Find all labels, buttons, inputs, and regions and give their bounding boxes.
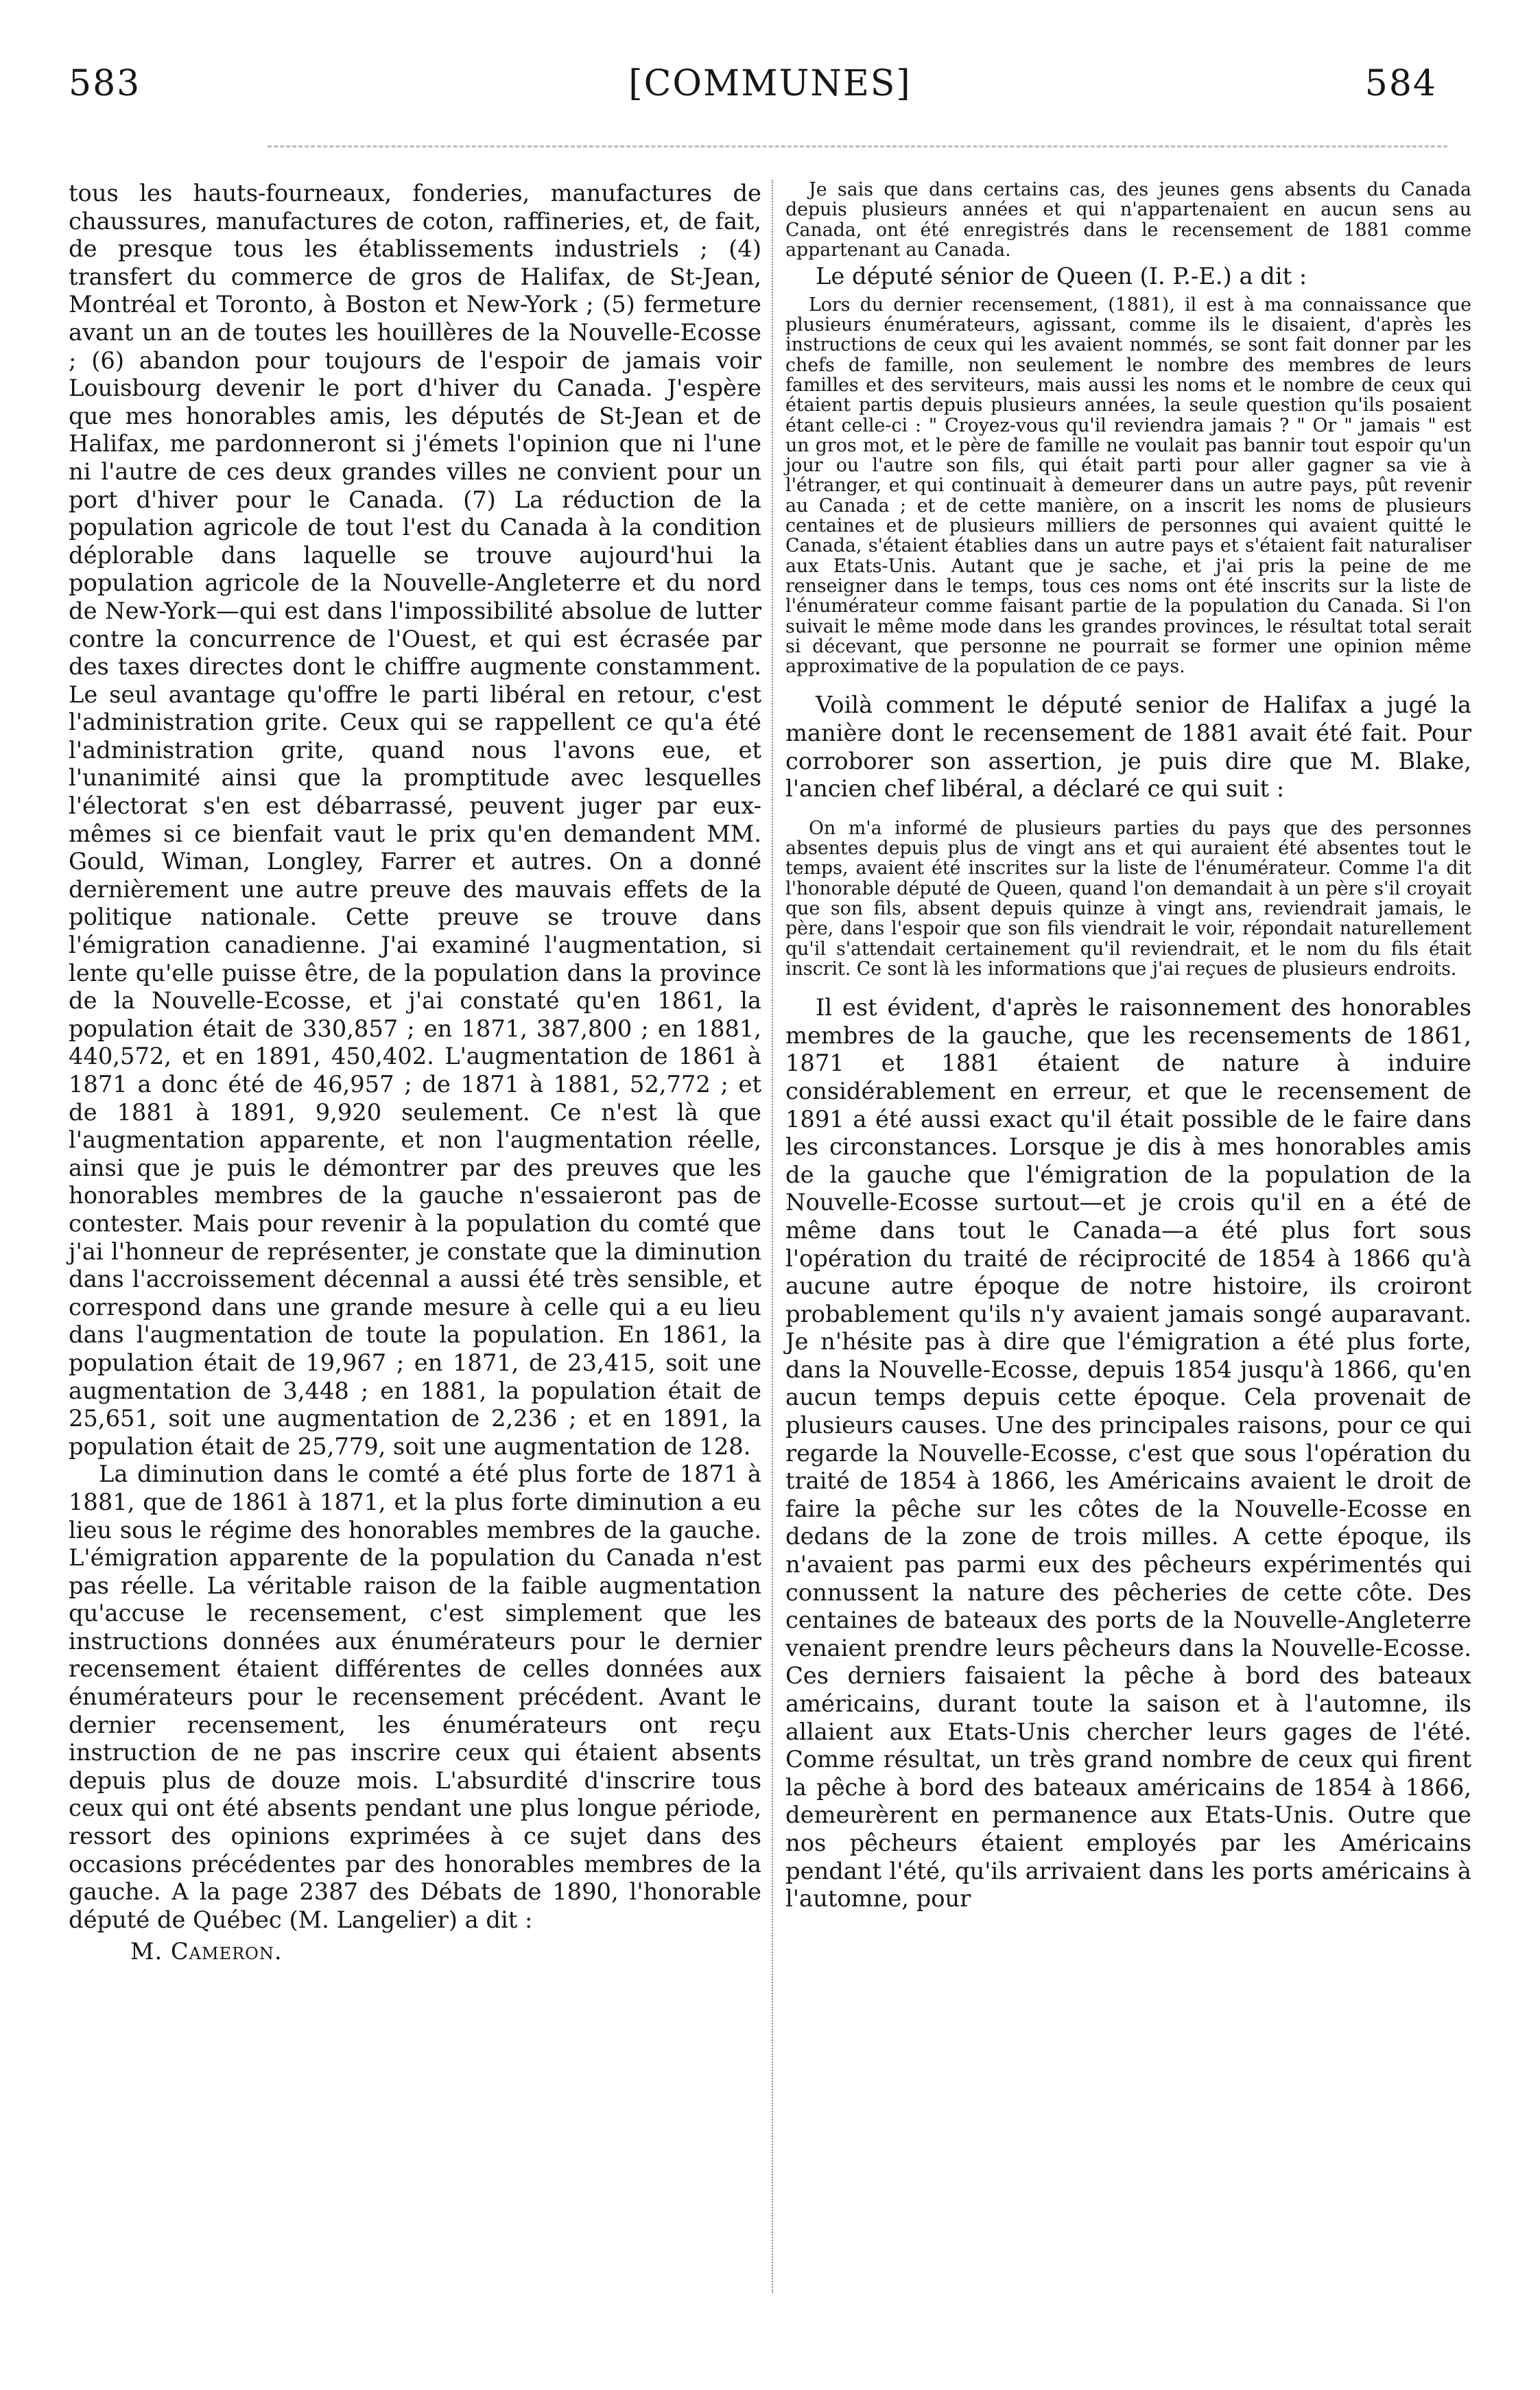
page-number-right: 584 xyxy=(1364,63,1437,104)
spacer xyxy=(785,676,1471,691)
paragraph-emigration: Il est évident, d'après le raisonnement des honorables membres de la gauche, que les recensements de 1861, 1871 et 1881 étaient de nature à induire considérablement en erreur, et que le recensement de 1891 a été aussi exact qu'il était possible de le faire dans les circonstances. Lorsque je dis à mes honorables amis de la gauche que l'émigration de la population de la Nouvelle-Ecosse surtout—et je crois qu'il en a été de même dans tout le Canada—a été plus fort sous l'opération du traité de réciprocité de 1854 à 1866 qu'à aucune autre époque de notre histoire, ils croiront probablement qu'ils n'y avaient jamais songé auparavant. Je n'hésite pas à dire que l'émigration a été plus forte, dans la Nouvelle-Ecosse, depuis 1854 jusqu'à 1866, qu'en aucun temps depuis cette époque. Cela provenait de plusieurs causes. Une des principales raisons, pour ce qui regarde la Nouvelle-Ecosse, c'est que sous l'opération du traité de 1854 à 1866, les Américains avaient le droit de faire la pêche sur les côtes de la Nouvelle-Ecosse en dedans de la zone de trois milles. A cette époque, ils n'avaient pas parmi eux des pêcheurs expérimentés qui connussent la nature des pêcheries de cette côte. Des centaines de bateaux des ports de la Nouvelle-Angleterre venaient prendre leurs pêcheurs dans la Nouvelle-Ecosse. Ces derniers faisaient la pêche à bord des bateaux américains, durant toute la saison et à l'automne, ils allaient aux Etats-Unis chercher leurs gages de l'été. Comme résultat, un très grand nombre de ceux qui firent la pêche à bord des bateaux américains de 1854 à 1866, demeurèrent en permanence aux Etats-Unis. Outre que nos pêcheurs étaient employés par les Américains pendant l'été, qu'ils arrivaient dans les ports américains à l'automne, pour xyxy=(785,994,1471,1913)
page-header xyxy=(0,0,1540,165)
spacer xyxy=(785,803,1471,818)
page-number-left: 583 xyxy=(69,63,141,104)
column-divider xyxy=(772,180,773,2293)
paragraph-census-argument: tous les hauts-fourneaux, fonderies, manufactures de chaussures, manufactures de coton, raffineries, et, de fait, de presque tous les établissements industriels ; (4) transfert du commerce de gros de Halifax, de St-Jean, Montréal et Toronto, à Boston et New-York ; (5) fermeture avant un an de toutes les houillères de la Nouvelle-Ecosse ; (6) abandon pour toujours de l'espoir de jamais voir Louisbourg devenir le port d'hiver du Canada. J'espère que mes honorables amis, les députés de St-Jean et de Halifax, me pardonneront si j'émets l'opinion que ni l'une ni l'autre de ces deux grandes villes ne convient pour un port d'hiver pour le Canada. (7) La réduction de la population agricole de tout l'est du Canada à la condition déplorable dans laquelle se trouve aujourd'hui la population agricole de la Nouvelle-Angleterre et du nord de New-York—qui est dans l'impossibilité absolue de lutter contre la concurrence de l'Ouest, et qui est écrasée par des taxes directes dont le chiffre augmente constamment. Le seul avantage qu'offre le parti libéral en retour, c'est l'administration grite. Ceux qui se rappellent ce qu'a été l'administration grite, quand nous l'avons eue, et l'unanimité ainsi que la promptitude avec lesquelles l'électorat s'en est débarrassé, peuvent juger par eux-mêmes si ce bienfait vaut le prix qu'en demandent MM. Gould, Wiman, Longley, Farrer et autres. On a donné dernièrement une autre preuve des mauvais effets de la politique nationale. Cette preuve se trouve dans l'émigration canadienne. J'ai examiné l'augmentation, si lente qu'elle puisse être, de la population dans la province de la Nouvelle-Ecosse, et j'ai constaté qu'en 1861, la population était de 330,857 ; en 1871, 387,800 ; en 1881, 440,572, et en 1891, 450,402. L'augmentation de 1861 à 1871 a donc été de 46,957 ; de 1871 à 1881, 52,772 ; et de 1881 à 1891, 9,920 seulement. Ce n'est là que l'augmentation apparente, et non l'augmentation réelle, ainsi que je puis le démontrer par des preuves que les honorables membres de la gauche n'essaieront pas de contester. Mais pour revenir à la population du comté que j'ai l'honneur de représenter, je constate que la diminution dans l'accroissement décennal a aussi été très sensible, et correspond dans une grande mesure à celle qui a eu lieu dans l'augmentation de toute la population. En 1861, la population était de 19,967 ; en 1871, de 23,415, soit une augmentation de 3,448 ; en 1881, la population était de 25,651, soit une augmentation de 2,236 ; et en 1891, la population était de 25,779, soit une augmentation de 128. xyxy=(69,180,761,1460)
header-rule xyxy=(268,145,1447,147)
quote-intro-queen: Le député sénior de Queen (I. P.-E.) a dit : xyxy=(816,263,1307,290)
paragraph-blake-intro: Voilà comment le député senior de Halifax a jugé la manière dont le recensement de 1881 avait été fait. Pour corroborer son assertion, je puis dire que M. Blake, l'ancien chef libéral, a déclaré ce qui suit : xyxy=(785,691,1471,803)
quote-blake: On m'a informé de plusieurs parties du pays que des personnes absentes depuis plus de vingt ans et qui auraient été absentes tout le temps, avaient été inscrites sur la liste de l'énumérateur. Comme l'a dit l'honorable député de Queen, quand l'on demandait à un père s'il croyait que son fils, absent depuis quinze à vingt ans, reviendrait jamais, le père, dans l'espoir que son fils viendrait le voir, répondait naturellement qu'il s'attendait certainement qu'il reviendrait, et le nom du fils était inscrit. Ce sont là les informations que j'ai reçues de plusieurs endroits. xyxy=(785,817,1471,980)
quote-queen-member: Lors du dernier recensement, (1881), il est à ma connaissance que plusieurs énumérateurs, agissant, comme ils le disaient, d'après les instructions de ceux qui les avaient nommés, se sont fait donner par les chefs de famille, non seulement le nombre des membres de leurs familles et des serviteurs, mais aussi les noms et le nombre de ceux qui étaient partis depuis plusieurs années, la seule question qu'ils posaient étant celle-ci : " Croyez-vous qu'il reviendra jamais ? " Or " jamais " est un gros mot, et le père de famille ne voulait pas bannir tout espoir qu'un jour ou l'autre son fils, qui était parti pour aller gagner sa vie à l'étranger, et qui continuait à demeurer dans un autre pays, pût revenir au Canada ; et de cette manière, on a inscrit les noms de plusieurs centaines et de plusieurs milliers de personnes qui avaient quitté le Canada, s'étaient établies dans un autre pays et s'étaient fait naturaliser aux Etats-Unis. Autant que je sache, et j'ai pris la peine de me renseigner dans le temps, tous ces noms ont été inscrits sur la liste de l'énumérateur comme faisant partie de la population du Canada. Si l'on suivait le même mode dans les grandes provinces, le résultat total serait si décevant, que personne ne pourrait se former une opinion même approximative de la population de ce pays. xyxy=(785,294,1471,678)
left-column xyxy=(69,180,761,1966)
spacer xyxy=(785,979,1471,994)
right-column xyxy=(785,180,1471,1913)
quote-langelier: Je sais que dans certains cas, des jeunes gens absents du Canada depuis plusieurs années et qui n'appartenaient en aucun sens au Canada, ont été enregistrés dans le recensement de 1881 comme appartenant au Canada. xyxy=(785,179,1471,261)
paragraph-enumeration-instructions: La diminution dans le comté a été plus forte de 1871 à 1881, que de 1861 à 1871, et la plus forte diminution a eu lieu sous le régime des honorables membres de la gauche. L'émigration apparente de la population du Canada n'est pas réelle. La véritable raison de la faible augmentation qu'accuse le recensement, c'est simplement que les instructions données aux énumérateurs pour le dernier recensement étaient différentes de celles données aux énumérateurs pour le recensement précédent. Avant le dernier recensement, les énumérateurs ont reçu instruction de ne pas inscrire ceux qui étaient absents depuis plus de douze mois. L'absurdité d'inscrire tous ceux qui ont été absents pendant une plus longue période, ressort des opinions exprimées à ce sujet dans des occasions précédentes par des honorables membres de la gauche. A la page 2387 des Débats de 1890, l'honorable député de Québec (M. Langelier) a dit : xyxy=(69,1460,761,1933)
running-title: [COMMUNES] xyxy=(628,63,912,104)
speaker-attribution: M. Cameron. xyxy=(130,1938,283,1965)
